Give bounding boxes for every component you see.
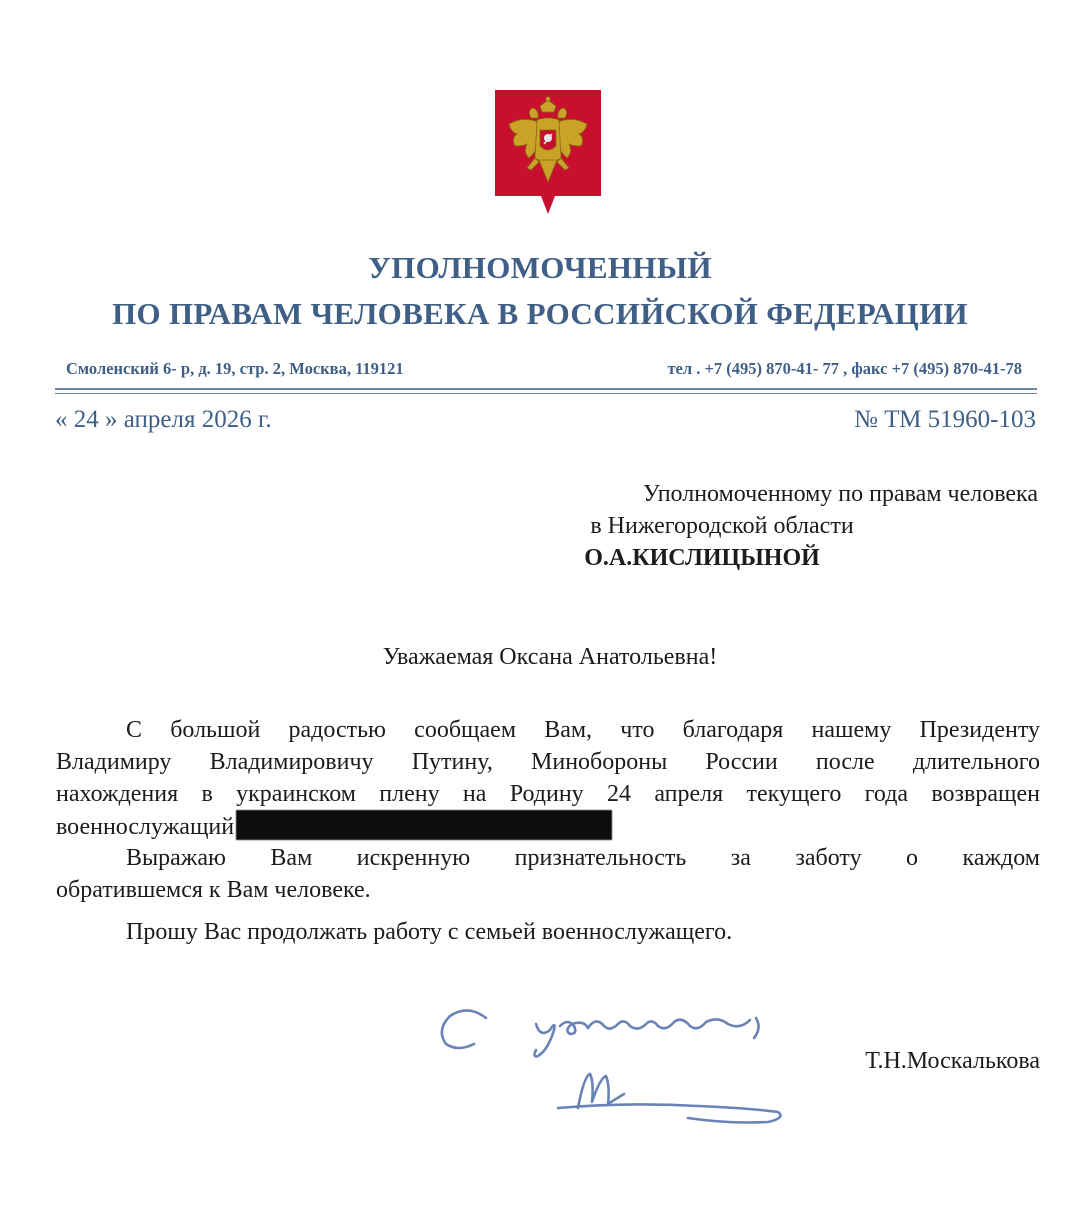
greeting: Уважаемая Оксана Анатольевна! [382,644,718,670]
body-line-with-redaction [56,810,1040,842]
office-contacts: тел . +7 (495) 870-41- 77 , факс +7 (495) 870-41-78 [667,359,1022,378]
redaction-bar [236,810,612,840]
body-line: обратившемся к Вам человеке. [56,877,371,903]
authority-title-line2: ПО ПРАВАМ ЧЕЛОВЕКА В РОССИЙСКОЙ ФЕДЕРАЦИИ [112,296,968,331]
document-number: № ТМ 51960-103 [854,406,1036,433]
body-paragraph-2 [56,842,1040,906]
office-address: Смоленский 6- р, д. 19, стр. 2, Москва, 119121 [66,359,404,378]
coat-of-arms-icon [493,88,603,216]
body-line: Прошу Вас продолжать работу с семьей военнослужащего. [126,919,733,945]
addressee-name: О.А.КИСЛИЦЫНОЙ [584,545,820,571]
signer-name: Т.Н.Москалькова [865,1048,1040,1074]
body-line: Выражаю Вам искренную признательность за заботу о каждом [126,845,1040,871]
addressee-region: в Нижегородской области [590,513,854,539]
header-divider [55,388,1037,390]
body-paragraph-3 [56,916,1040,948]
header-divider-thin [55,393,1037,394]
authority-title-line1: УПОЛНОМОЧЕННЫЙ [368,250,712,285]
body-text: военнослужащий [56,814,235,840]
handwritten-signature [428,990,788,1130]
body-line: нахождения в украинском плену на Родину 24 апреля текущего года возвращен [56,781,1040,807]
body-paragraph-1 [56,714,1040,842]
body-line: Владимиру Владимировичу Путину, Минобороны России после длительного [56,749,1040,775]
document-date: « 24 » апреля 2026 г. [55,406,272,433]
addressee-position: Уполномоченному по правам человека [642,481,1038,507]
body-line: С большой радостью сообщаем Вам, что благодаря нашему Президенту [126,717,1040,743]
